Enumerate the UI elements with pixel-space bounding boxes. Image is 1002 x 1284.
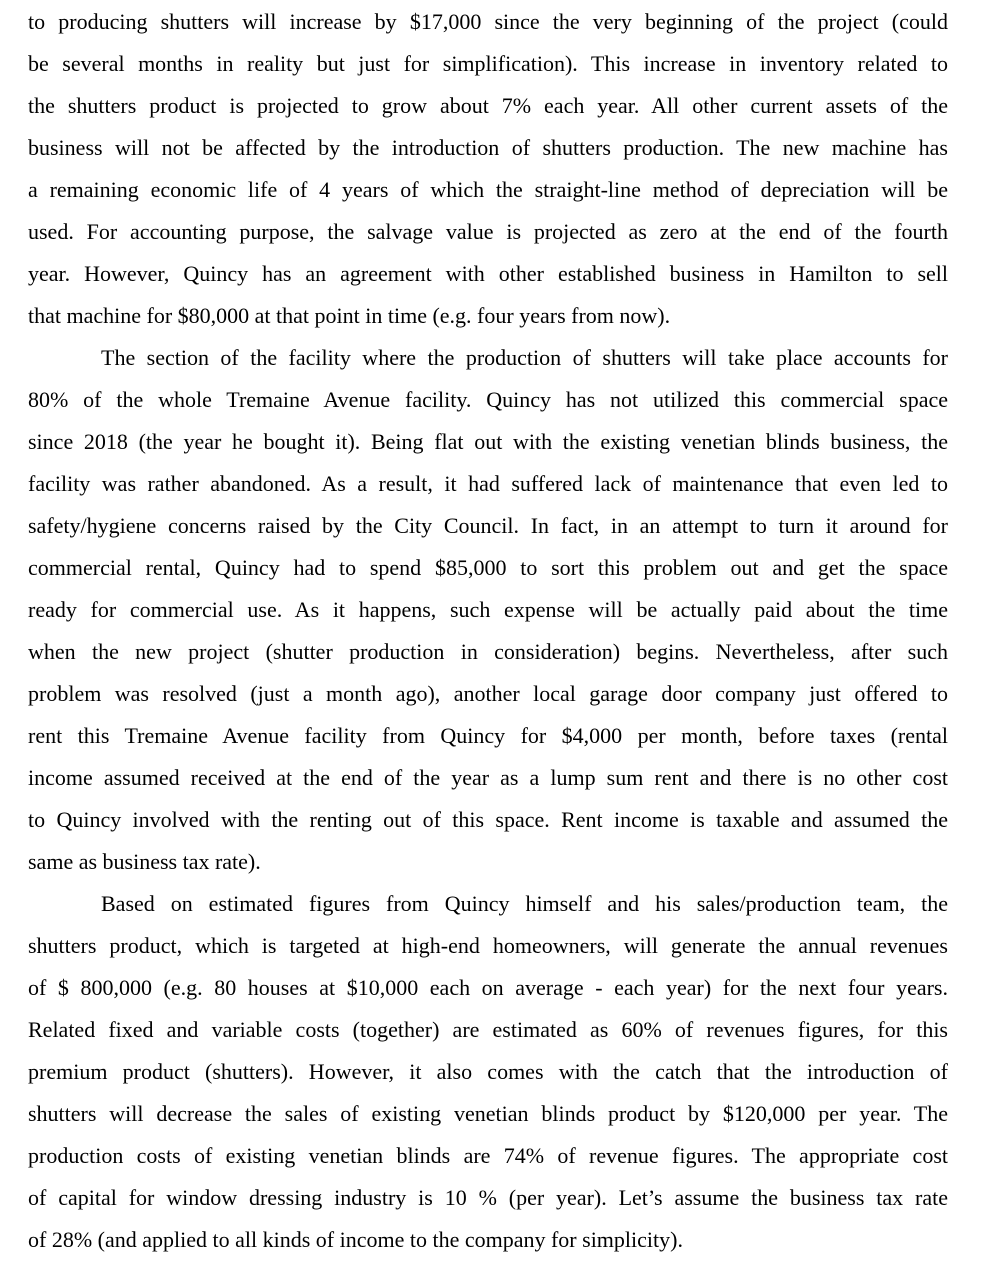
document-page — [28, 0, 948, 1261]
text-line: same as business tax rate). — [28, 849, 261, 874]
text-line: facility was rather abandoned. As a result, it had suffered lack of maintenance that even led to — [28, 471, 948, 496]
text-line: ready for commercial use. As it happens, such expense will be actually paid about the time — [28, 597, 948, 622]
text-line: to Quincy involved with the renting out of this space. Rent income is taxable and assumed the — [28, 807, 948, 832]
text-line: when the new project (shutter production in consideration) begins. Nevertheless, after such — [28, 639, 948, 664]
text-line: commercial rental, Quincy had to spend $85,000 to sort this problem out and get the space — [28, 555, 948, 580]
text-line: Based on estimated figures from Quincy himself and his sales/production team, the — [101, 891, 948, 916]
paragraph — [28, 883, 948, 1261]
text-line: since 2018 (the year he bought it). Being flat out with the existing venetian blinds business, the — [28, 429, 948, 454]
text-line: to producing shutters will increase by $17,000 since the very beginning of the project (could — [28, 9, 948, 34]
text-line: year. However, Quincy has an agreement with other established business in Hamilton to sell — [28, 261, 948, 286]
text-line: 80% of the whole Tremaine Avenue facility. Quincy has not utilized this commercial space — [28, 387, 948, 412]
text-line: production costs of existing venetian blinds are 74% of revenue figures. The appropriate cost — [28, 1143, 948, 1168]
text-line: that machine for $80,000 at that point in time (e.g. four years from now). — [28, 303, 671, 328]
text-line: safety/hygiene concerns raised by the City Council. In fact, in an attempt to turn it around for — [28, 513, 948, 538]
text-line: rent this Tremaine Avenue facility from Quincy for $4,000 per month, before taxes (rental — [28, 723, 948, 748]
text-line: of capital for window dressing industry is 10 % (per year). Let’s assume the business tax rate — [28, 1185, 948, 1210]
text-line: used. For accounting purpose, the salvage value is projected as zero at the end of the fourth — [28, 219, 948, 244]
paragraph — [28, 337, 948, 883]
text-line: income assumed received at the end of the year as a lump sum rent and there is no other cost — [28, 765, 948, 790]
text-line: of $ 800,000 (e.g. 80 houses at $10,000 each on average - each year) for the next four years. — [28, 975, 948, 1000]
text-line: shutters will decrease the sales of existing venetian blinds product by $120,000 per year. The — [28, 1101, 948, 1126]
text-line: of 28% (and applied to all kinds of income to the company for simplicity). — [28, 1227, 683, 1252]
paragraph — [28, 1, 948, 337]
text-line: the shutters product is projected to grow about 7% each year. All other current assets of the — [28, 93, 948, 118]
text-line: The section of the facility where the production of shutters will take place accounts for — [101, 345, 948, 370]
text-line: business will not be affected by the introduction of shutters production. The new machine has — [28, 135, 948, 160]
text-line: shutters product, which is targeted at high-end homeowners, will generate the annual revenues — [28, 933, 948, 958]
text-line: a remaining economic life of 4 years of which the straight-line method of depreciation will be — [28, 177, 948, 202]
text-line: problem was resolved (just a month ago), another local garage door company just offered to — [28, 681, 948, 706]
text-line: be several months in reality but just for simplification). This increase in inventory related to — [28, 51, 948, 76]
text-line: Related fixed and variable costs (together) are estimated as 60% of revenues figures, for this — [28, 1017, 948, 1042]
text-line: premium product (shutters). However, it also comes with the catch that the introduction of — [28, 1059, 948, 1084]
